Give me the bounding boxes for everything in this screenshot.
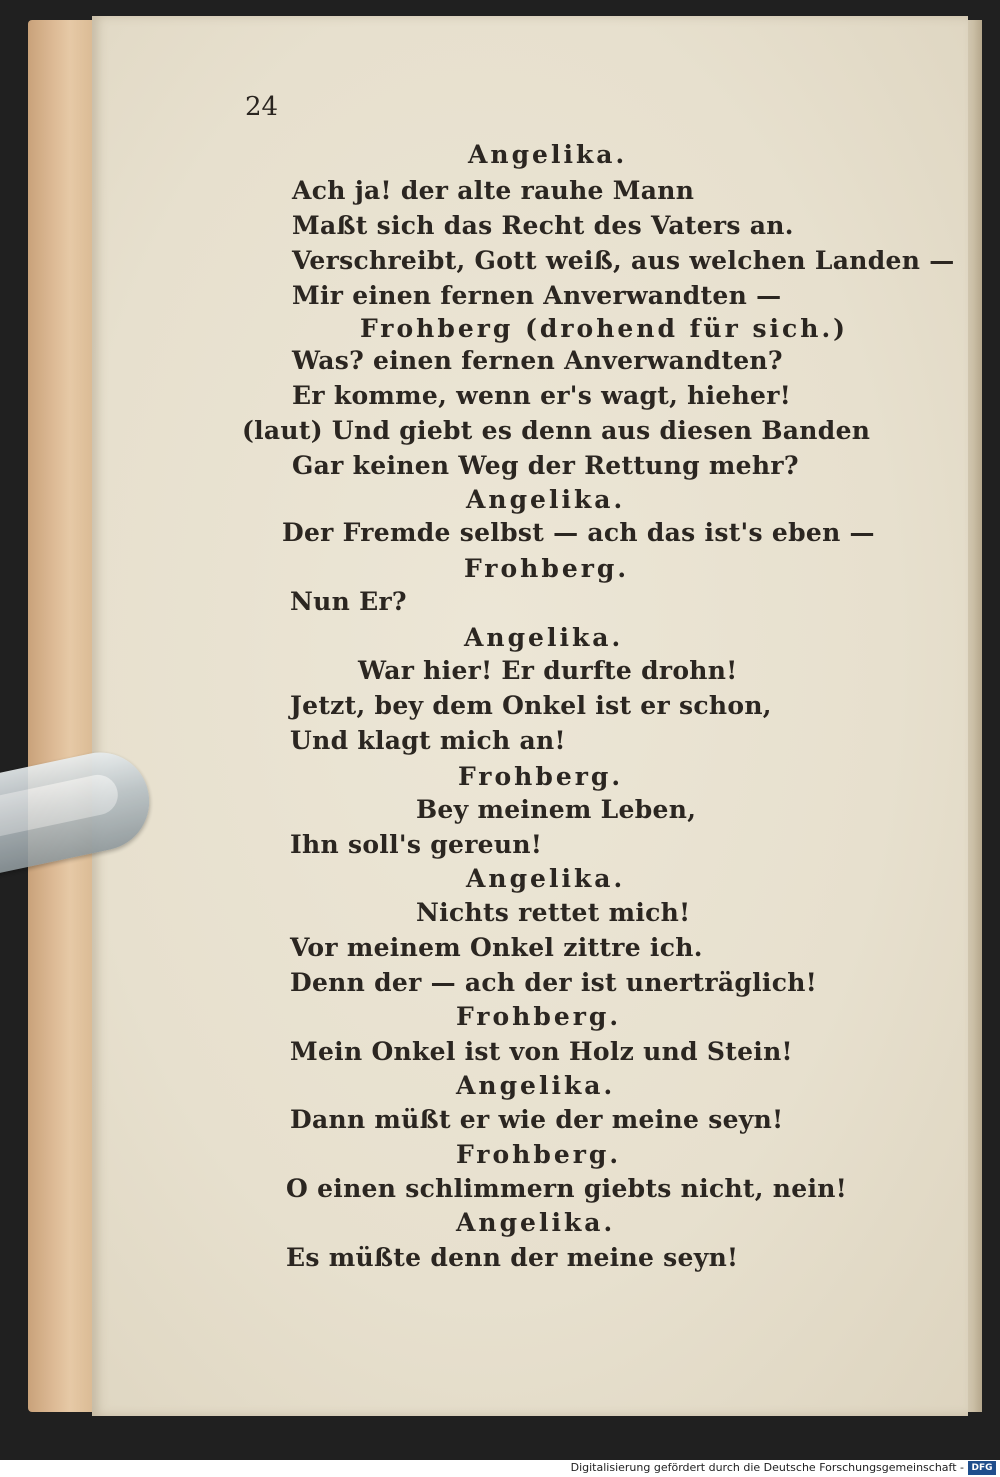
page-clip-highlight	[0, 771, 122, 837]
verse-line: Gar keinen Weg der Rettung mehr?	[292, 451, 799, 480]
verse-line: Der Fremde selbst — ach das ist's eben —	[282, 518, 875, 547]
verse-line: Es müßte denn der meine seyn!	[286, 1243, 739, 1272]
speaker-heading: Angelika.	[468, 140, 628, 169]
footer-bar	[0, 1460, 1000, 1477]
verse-line: Ihn soll's gereun!	[290, 830, 543, 859]
speaker-heading: Frohberg.	[464, 554, 630, 583]
dfg-logo: DFG	[968, 1461, 996, 1475]
speaker-heading: Frohberg (drohend für sich.)	[360, 314, 848, 343]
page-stack-edge	[28, 20, 98, 1412]
verse-line: Mein Onkel ist von Holz und Stein!	[290, 1037, 793, 1066]
speaker-heading: Angelika.	[466, 485, 626, 514]
verse-line: Was? einen fernen Anverwandten?	[292, 346, 783, 375]
verse-line: Mir einen fernen Anverwandten —	[292, 281, 782, 310]
funding-notice: Digitalisierung gefördert durch die Deutsche Forschungsgemeinschaft -	[570, 1461, 964, 1474]
verse-line: Maßt sich das Recht des Vaters an.	[292, 211, 794, 240]
speaker-heading: Angelika.	[464, 623, 624, 652]
speaker-heading: Frohberg.	[456, 1002, 622, 1031]
verse-line: (laut) Und giebt es denn aus diesen Banden	[242, 416, 871, 445]
speaker-heading: Frohberg.	[456, 1140, 622, 1169]
verse-line: Er komme, wenn er's wagt, hieher!	[292, 381, 791, 410]
verse-line: Denn der — ach der ist unerträglich!	[290, 968, 817, 997]
verse-line: Ach ja! der alte rauhe Mann	[292, 176, 695, 205]
verse-line: O einen schlimmern giebts nicht, nein!	[286, 1174, 848, 1203]
verse-line: Nichts rettet mich!	[416, 898, 691, 927]
verse-line: War hier! Er durfte drohn!	[358, 656, 738, 685]
page-number: 24	[245, 92, 279, 122]
speaker-heading: Frohberg.	[458, 762, 624, 791]
verse-line: Nun Er?	[290, 587, 407, 616]
verse-line: Bey meinem Leben,	[416, 795, 697, 824]
verse-line: Verschreibt, Gott weiß, aus welchen Landen —	[292, 246, 955, 275]
verse-line: Jetzt, bey dem Onkel ist er schon,	[290, 691, 772, 720]
speaker-heading: Angelika.	[456, 1071, 616, 1100]
speaker-heading: Angelika.	[456, 1208, 616, 1237]
verse-line: Dann müßt er wie der meine seyn!	[290, 1105, 784, 1134]
speaker-heading: Angelika.	[466, 864, 626, 893]
verse-line: Vor meinem Onkel zittre ich.	[290, 933, 703, 962]
verse-line: Und klagt mich an!	[290, 726, 566, 755]
